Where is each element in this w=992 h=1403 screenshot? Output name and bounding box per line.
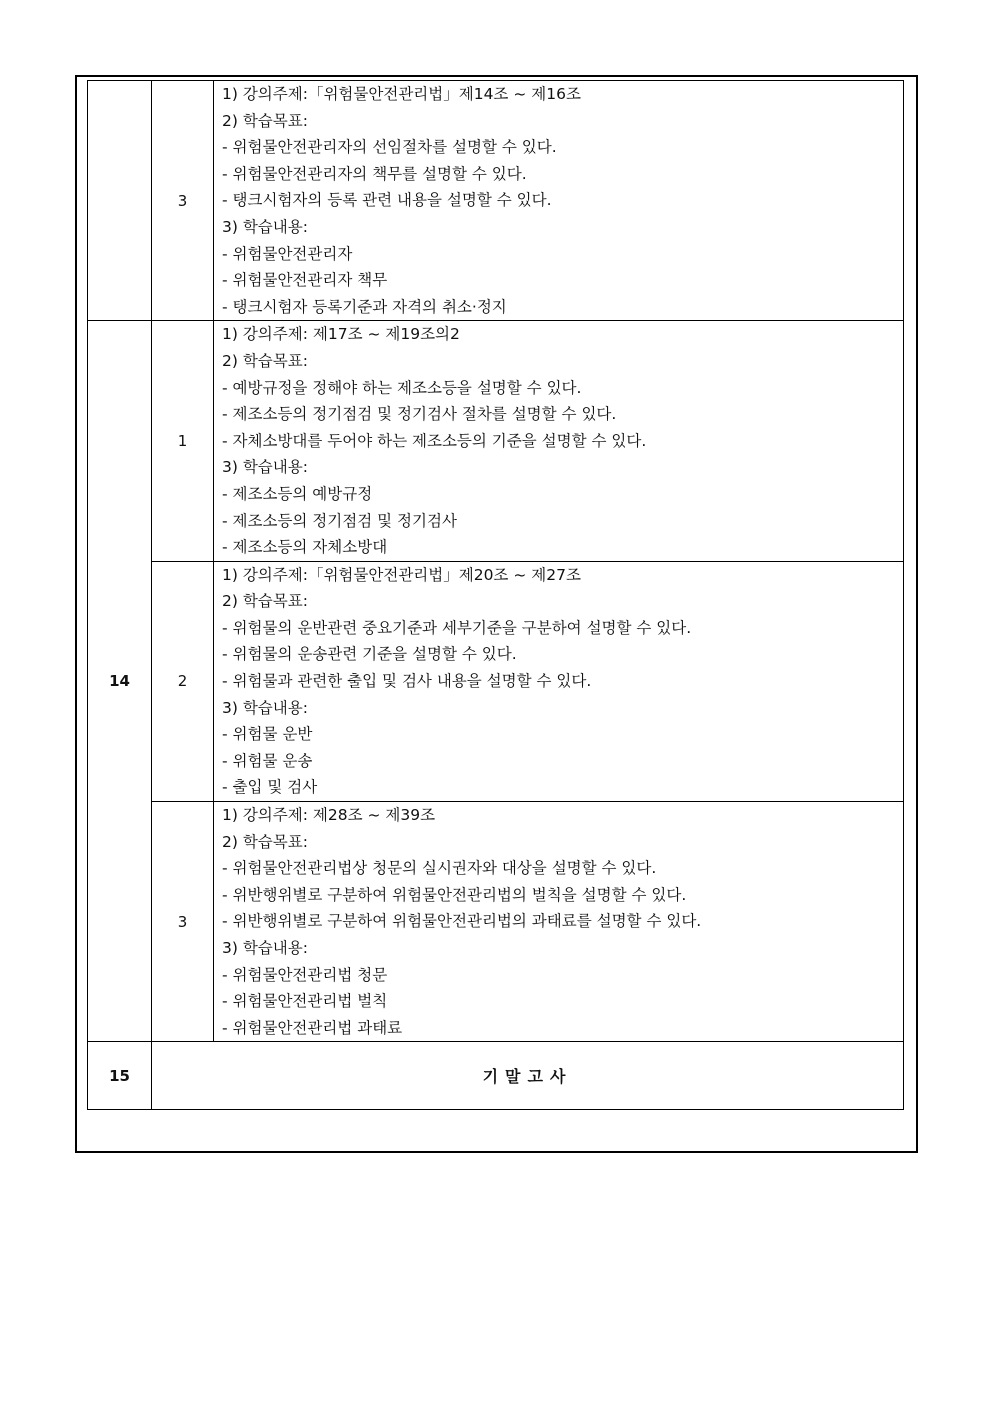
objectives-heading: 2) 학습목표: (222, 592, 308, 611)
objective-item: - 위험물안전관리법상 청문의 실시권자와 대상을 설명할 수 있다. (222, 859, 657, 878)
content-item: - 위험물 운송 (222, 751, 313, 770)
session-cell: 2 (152, 561, 214, 801)
objective-item: - 위반행위별로 구분하여 위험물안전관리법의 벌칙을 설명할 수 있다. (222, 885, 687, 904)
objectives-heading: 2) 학습목표: (222, 111, 308, 130)
content-heading: 3) 학습내용: (222, 217, 308, 236)
lecture-topic: 1) 강의주제:「위험물안전관리법」제14조 ~ 제16조 (222, 85, 581, 103)
content-heading: 3) 학습내용: (222, 458, 308, 477)
content-item: - 제조소등의 예방규정 (222, 484, 373, 503)
objective-item: - 탱크시험자의 등록 관련 내용을 설명할 수 있다. (222, 191, 552, 210)
objective-item: - 위험물과 관련한 출입 및 검사 내용을 설명할 수 있다. (222, 672, 592, 691)
content-item: - 위험물안전관리법 청문 (222, 965, 388, 984)
objectives-heading: 2) 학습목표: (222, 832, 308, 851)
table-row (88, 561, 904, 801)
table-row (88, 321, 904, 561)
objective-item: - 위반행위별로 구분하여 위험물안전관리법의 과태료를 설명할 수 있다. (222, 912, 702, 931)
content-cell (214, 802, 904, 1042)
lecture-topic: 1) 강의주제: 제17조 ~ 제19조의2 (222, 325, 460, 344)
objective-item: - 자체소방대를 두어야 하는 제조소등의 기준을 설명할 수 있다. (222, 431, 647, 450)
content-heading: 3) 학습내용: (222, 939, 308, 957)
objectives-heading: 2) 학습목표: (222, 351, 308, 370)
content-cell (214, 321, 904, 561)
content-item: - 위험물안전관리법 과태료 (222, 1018, 403, 1037)
session-cell: 1 (152, 321, 214, 561)
objective-item: - 위험물안전관리자의 선임절차를 설명할 수 있다. (222, 138, 557, 157)
content-item: - 출입 및 검사 (222, 778, 318, 797)
content-heading: 3) 학습내용: (222, 698, 308, 717)
final-exam-label: 기말고사 (152, 1042, 904, 1110)
session-cell: 3 (152, 802, 214, 1042)
content-cell (214, 81, 904, 321)
objective-item: - 위험물의 운송관련 기준을 설명할 수 있다. (222, 645, 517, 664)
objective-item: - 예방규정을 정해야 하는 제조소등을 설명할 수 있다. (222, 378, 582, 397)
objective-item: - 제조소등의 정기점검 및 정기검사 절차를 설명할 수 있다. (222, 405, 617, 424)
week-cell: 15 (88, 1042, 152, 1110)
lecture-topic: 1) 강의주제:「위험물안전관리법」제20조 ~ 제27조 (222, 565, 581, 584)
exam-row (88, 1042, 904, 1110)
content-item: - 제조소등의 정기점검 및 정기검사 (222, 511, 457, 530)
table-row (88, 802, 904, 1042)
content-item: - 제조소등의 자체소방대 (222, 538, 388, 557)
syllabus-table (87, 80, 904, 1110)
content-item: - 위험물안전관리자 책무 (222, 271, 388, 290)
table-row (88, 81, 904, 321)
lecture-topic: 1) 강의주제: 제28조 ~ 제39조 (222, 806, 436, 825)
content-item: - 위험물안전관리자 (222, 244, 353, 263)
week-cell: 14 (88, 321, 152, 1042)
objective-item: - 위험물안전관리자의 책무를 설명할 수 있다. (222, 164, 527, 183)
content-item: - 위험물 운반 (222, 725, 313, 744)
objective-item: - 위험물의 운반관련 중요기준과 세부기준을 구분하여 설명할 수 있다. (222, 618, 692, 637)
content-cell (214, 561, 904, 801)
week-cell (88, 81, 152, 321)
session-cell: 3 (152, 81, 214, 321)
content-item: - 탱크시험자 등록기준과 자격의 취소·정지 (222, 297, 507, 316)
content-item: - 위험물안전관리법 벌칙 (222, 992, 388, 1011)
